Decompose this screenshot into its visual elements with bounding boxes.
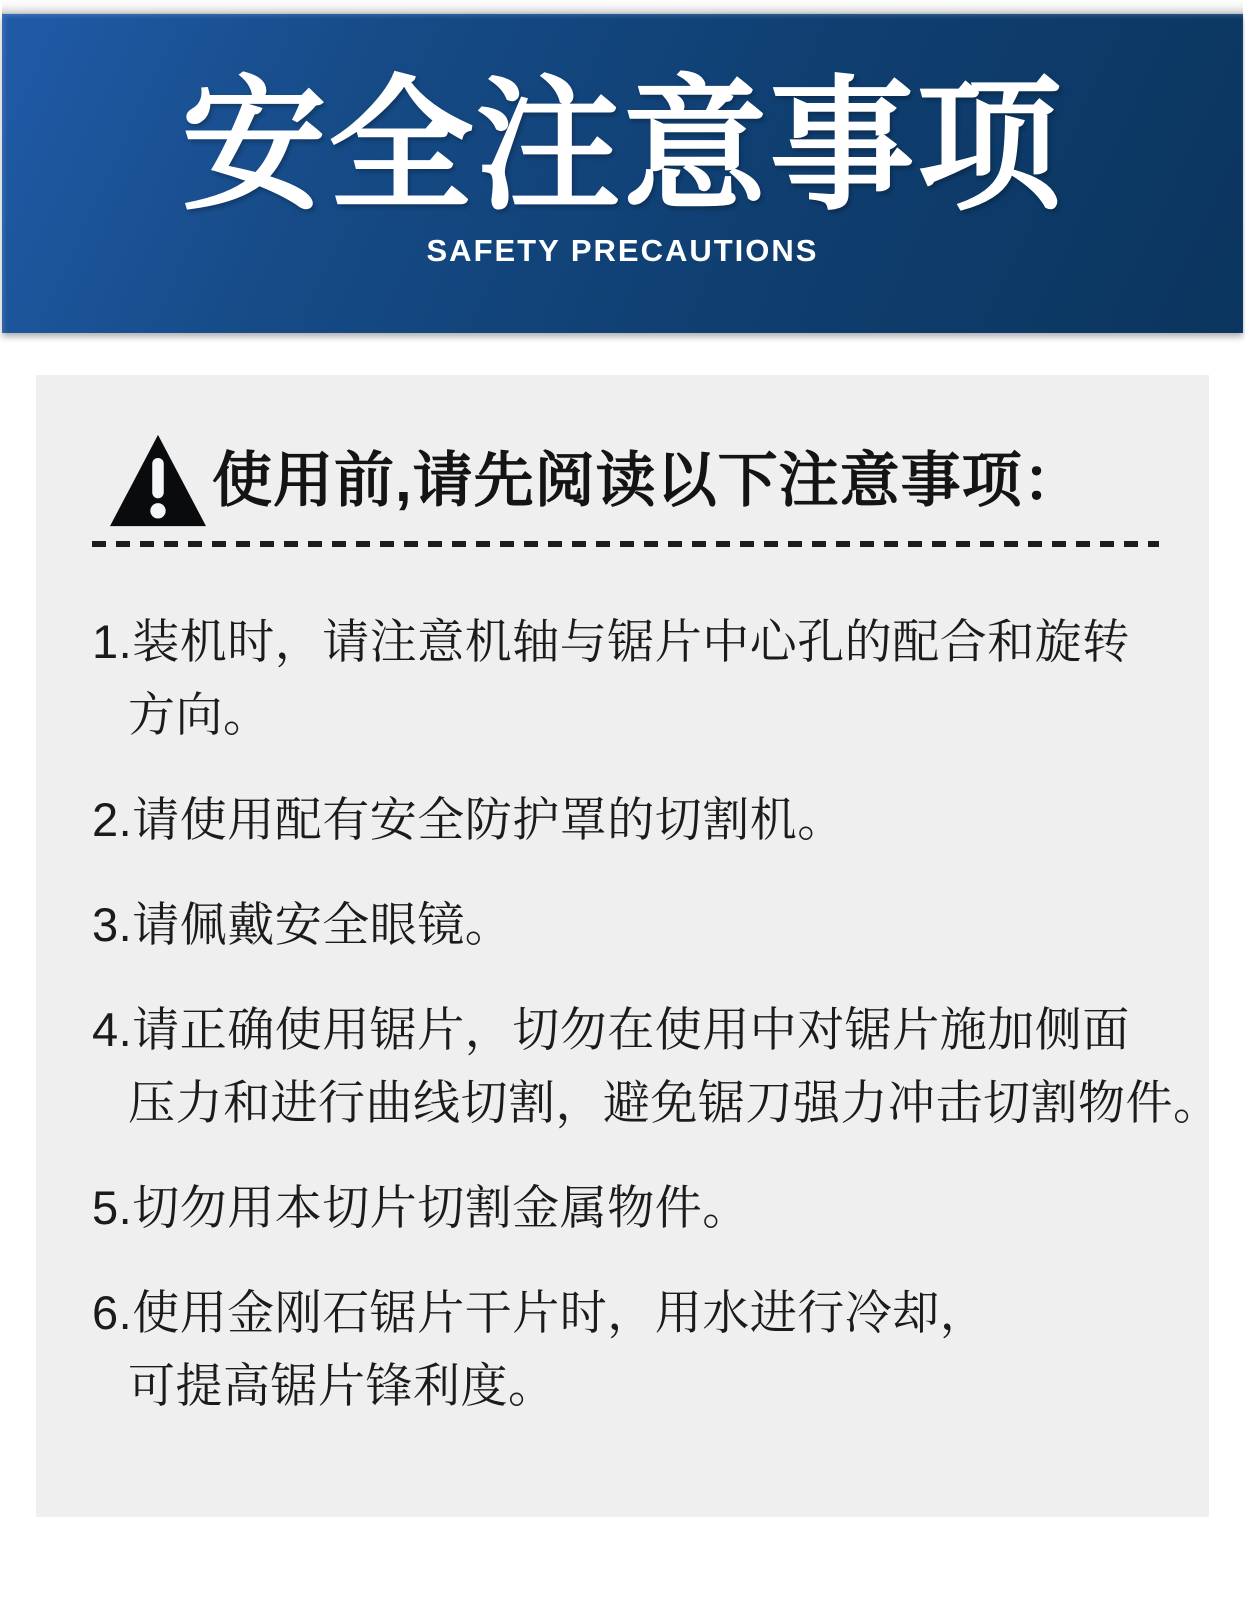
notice-line: 5.切勿用本切片切割金属物件。 — [92, 1181, 750, 1234]
banner-subtitle: SAFETY PRECAUTIONS — [426, 232, 819, 268]
notice-line: 3.请佩戴安全眼镜。 — [92, 898, 513, 951]
notice-item-3 — [92, 888, 1159, 961]
warning-triangle-icon — [108, 433, 208, 529]
notice-item-5 — [92, 1171, 1159, 1244]
notice-line: 方向。 — [128, 688, 271, 741]
warning-header — [108, 433, 1159, 529]
notice-line: 压力和进行曲线切割，避免锯刀强力冲击切割物件。 — [128, 1076, 1221, 1129]
notice-line: 1.装机时，请注意机轴与锯片中心孔的配合和旋转 — [92, 615, 1130, 668]
notice-line: 6.使用金刚石锯片干片时，用水进行冷却， — [92, 1286, 988, 1339]
notice-line: 可提高锯片锋利度。 — [128, 1359, 556, 1412]
warning-heading: 使用前,请先阅读以下注意事项： — [212, 447, 1084, 514]
dashed-divider — [92, 541, 1159, 547]
notice-item-6 — [92, 1276, 1159, 1422]
notice-item-2 — [92, 783, 1159, 856]
notice-line: 4.请正确使用锯片，切勿在使用中对锯片施加侧面 — [92, 1003, 1130, 1056]
top-shadow-divider — [2, 0, 1243, 14]
notice-line: 2.请使用配有安全防护罩的切割机。 — [92, 793, 845, 846]
banner-title: 安全注意事项 — [181, 65, 1064, 228]
safety-banner — [2, 14, 1243, 333]
notice-item-4 — [92, 993, 1221, 1139]
notice-item-1 — [92, 605, 1159, 751]
notice-list — [92, 605, 1221, 1422]
notice-panel — [36, 375, 1221, 1517]
